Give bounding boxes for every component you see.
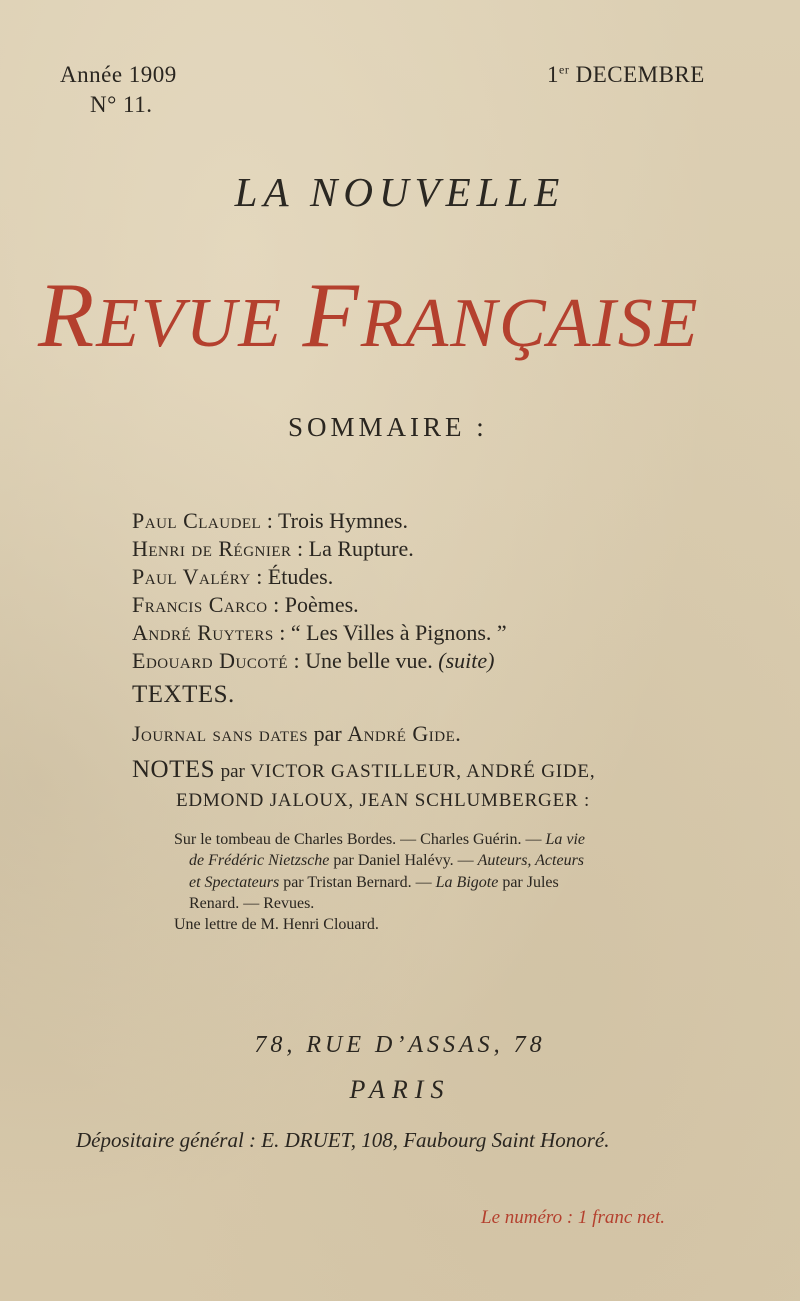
notes-text: Sur le tombeau de Charles Bordes. — Charles Guérin. — <box>174 831 546 848</box>
depositaire-line: Dépositaire général : E. DRUET, 108, Faubourg Saint Honoré. <box>76 1128 610 1152</box>
notes-par: par <box>220 761 245 782</box>
toc-work: “ Les Villes à Pignons. ” <box>290 620 507 645</box>
title-word-evue: EVUE <box>96 285 303 362</box>
notes-line <box>132 756 595 786</box>
toc-sep: : <box>288 648 306 673</box>
toc-sep: : <box>273 620 291 645</box>
notes-line-5: Une lettre de M. Henri Clouard. <box>174 916 379 933</box>
notes-text: par Jules <box>498 874 559 891</box>
toc-entry <box>132 591 359 619</box>
notes-text: par Tristan Bernard. — <box>279 874 436 891</box>
notes-italic: et Spectateurs <box>189 874 280 891</box>
toc-entry <box>132 647 495 675</box>
notes-authors-2: EDMOND JALOUX, JEAN SCHLUMBERGER : <box>176 790 591 811</box>
toc-author: Henri de Régnier <box>132 536 292 561</box>
notes-heading: NOTES <box>132 756 216 783</box>
toc-work: La Rupture. <box>308 536 414 561</box>
date-month: DECEMBRE <box>575 62 705 87</box>
journal-title: Journal sans dates <box>132 721 309 746</box>
journal-author: André Gide. <box>347 721 462 746</box>
notes-line-1 <box>174 829 585 850</box>
notes-italic: La vie <box>545 831 586 848</box>
year-label: Année 1909 <box>60 62 177 87</box>
notes-italic: Auteurs, Acteurs <box>477 852 585 869</box>
title-initial-r: R <box>38 264 97 366</box>
toc-note: (suite) <box>438 648 495 673</box>
textes-heading: TEXTES. <box>132 681 235 708</box>
title-initial-f: F <box>302 264 361 366</box>
notes-italic: de Frédéric Nietzsche <box>189 852 330 869</box>
sommaire-heading: SOMMAIRE : <box>288 412 488 442</box>
toc-work: Poèmes. <box>284 592 359 617</box>
toc-work: Études. <box>267 564 334 589</box>
date-day: 1 <box>547 62 559 87</box>
toc-entry <box>132 507 408 535</box>
toc-entry <box>132 535 414 563</box>
title-word-rancaise: RANÇAISE <box>360 285 700 362</box>
notes-text: par Daniel Halévy. — <box>329 852 478 869</box>
price-line: Le numéro : 1 franc net. <box>481 1207 665 1228</box>
issue-number: N° 11. <box>90 92 153 117</box>
notes-authors-1: VICTOR GASTILLEUR, ANDRÉ GIDE, <box>250 761 596 782</box>
address-city: PARIS <box>349 1075 451 1104</box>
toc-work: Trois Hymnes. <box>277 508 408 533</box>
notes-line-4: Renard. — Revues. <box>189 895 315 912</box>
toc-work: Une belle vue. <box>305 648 439 673</box>
toc-entry <box>132 563 333 591</box>
issue-date <box>547 62 705 88</box>
toc-author: Paul Valéry <box>132 564 251 589</box>
toc-author: Francis Carco <box>132 592 268 617</box>
notes-italic: La Bigote <box>435 874 499 891</box>
journal-entry <box>132 720 461 748</box>
toc-sep: : <box>291 536 309 561</box>
toc-sep: : <box>267 592 285 617</box>
toc-sep: : <box>261 508 278 533</box>
date-suffix: er <box>559 62 570 77</box>
journal-par: par <box>308 721 348 746</box>
notes-line-2 <box>189 850 584 871</box>
toc-entry <box>132 619 507 647</box>
toc-author: Paul Claudel <box>132 508 262 533</box>
title-revue-francaise <box>38 262 699 368</box>
title-line-la-nouvelle: LA NOUVELLE <box>234 169 566 215</box>
toc-sep: : <box>250 564 268 589</box>
notes-line-3 <box>189 872 559 893</box>
toc-author: André Ruyters <box>132 620 274 645</box>
address-street: 78, RUE D’ASSAS, 78 <box>254 1032 546 1058</box>
toc-author: Edouard Ducoté <box>132 648 288 673</box>
